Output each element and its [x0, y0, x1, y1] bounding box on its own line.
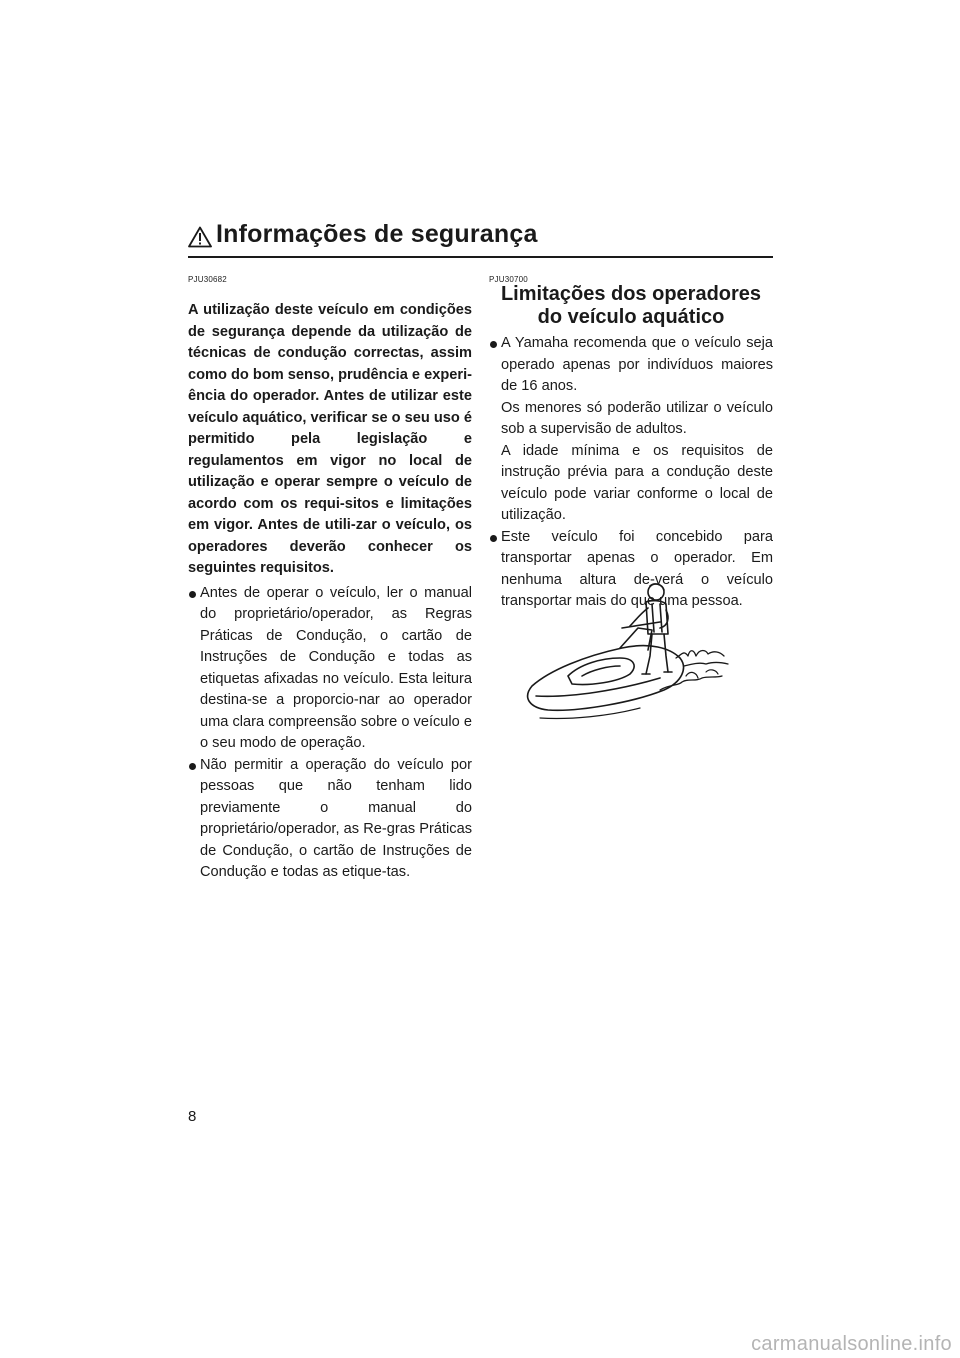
bullet-text: Antes de operar o veículo, ler o manual do proprietário/operador, as Regras Práticas de Condução, o cartão de Instruções de Condução e todas as etiquetas afixadas no veículo. Esta leitura destina-se a proporcio-nar ao operador uma clara compreensão sobre o veículo e o seu modo de operação.	[200, 584, 472, 751]
right-bullet-list	[489, 333, 773, 613]
section-title: Limitações dos operadores do veículo aquático	[500, 283, 762, 328]
intro-paragraph: A utilização deste veículo em condições de segurança depende da utilização de técnicas de condução correctas, assim como do bom senso, prudência e experi-ência do operador. Antes de utilizar este veículo aquático, verificar se o seu uso é permitido pela legislação e regulamentos em vigor no local de utilização e operar sempre o veículo de acordo com os requi-sitos e limitações em vigor. Antes de utili-zar o veículo, os operadores deverão conhecer os seguintes requisitos.	[188, 302, 472, 576]
bullet-icon	[189, 763, 196, 770]
left-section-code: PJU30682	[188, 275, 227, 284]
page-number: 8	[188, 1108, 197, 1125]
right-section-code: PJU30700	[489, 275, 528, 284]
bullet-icon	[189, 591, 196, 598]
watermark: carmanualsonline.info	[751, 1333, 952, 1355]
list-item	[188, 583, 472, 755]
list-item	[188, 755, 472, 884]
bullet-text: Não permitir a operação do veículo por pessoas que não tenham lido previamente o manual do proprietário/operador, as Re-gras Práticas de Condução, o cartão de Instruções de Condução e todas as etique-tas.	[200, 756, 472, 880]
bullet-icon	[490, 535, 497, 542]
list-item	[489, 333, 773, 527]
bullet-text: Este veículo foi concebido para transportar apenas o operador. Em nenhuma altura de-verá o veículo transportar mais do que uma pessoa.	[501, 528, 773, 609]
header-title: Informações de segurança	[216, 220, 538, 248]
bullet-subparagraph: Os menores só poderão utilizar o veículo sob a supervisão de adultos.	[501, 399, 773, 437]
jet-ski-rider-illustration	[510, 578, 738, 730]
bullet-subparagraph: A idade mínima e os requisitos de instrução prévia para a condução deste veículo pode variar conforme o local de utilização.	[501, 442, 773, 523]
left-column	[188, 300, 472, 884]
warning-triangle-icon	[188, 226, 212, 248]
bullet-icon	[490, 341, 497, 348]
bullet-text: A Yamaha recomenda que o veículo seja operado apenas por indivíduos maiores de 16 anos.	[501, 335, 773, 394]
right-column	[489, 283, 773, 613]
left-bullet-list	[188, 583, 472, 884]
page-header	[188, 222, 773, 258]
